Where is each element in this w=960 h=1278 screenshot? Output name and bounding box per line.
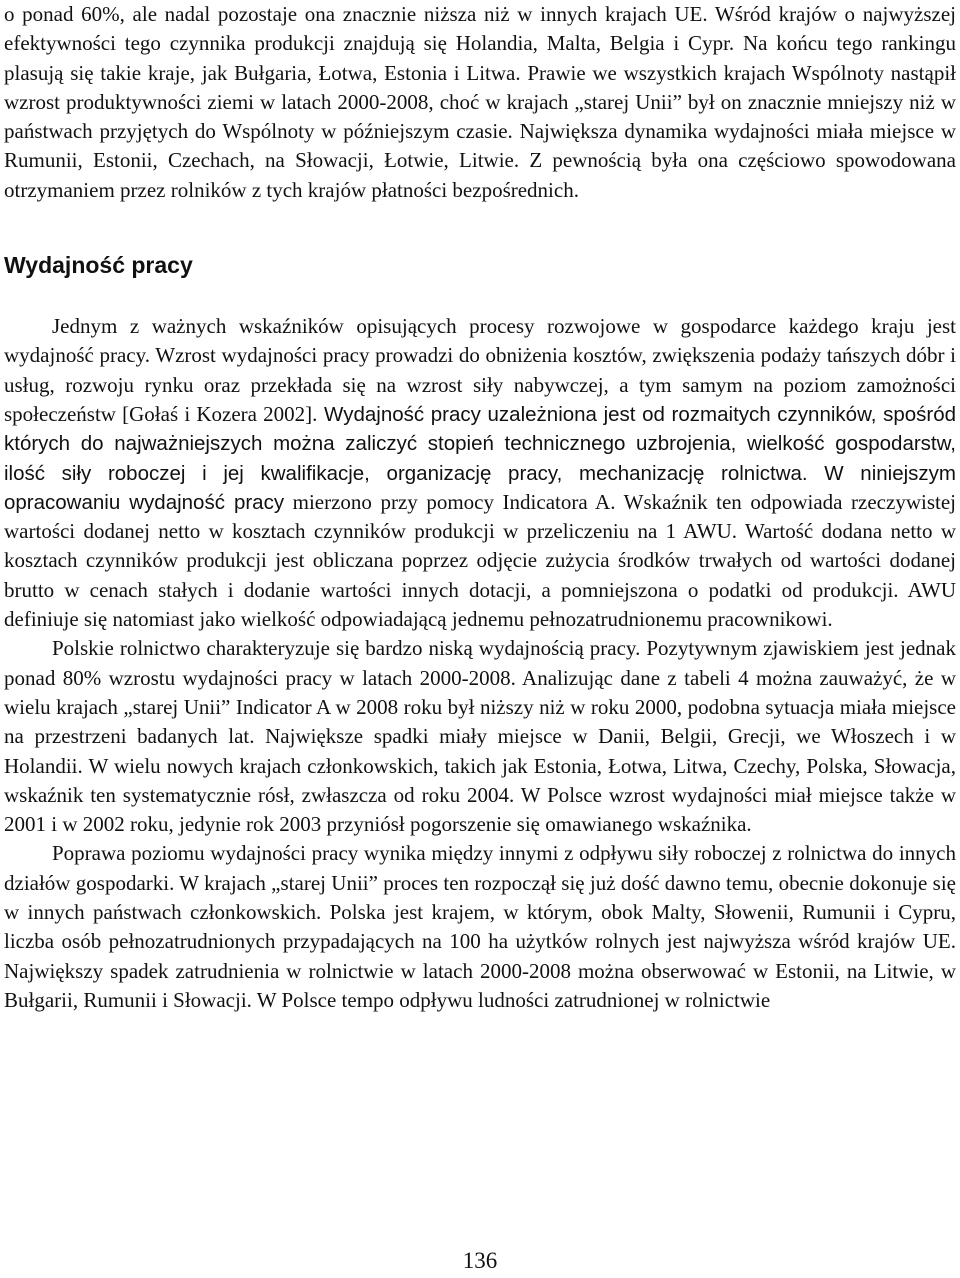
paragraph-productivity-of-land: o ponad 60%, ale nadal pozostaje ona znacznie niższa niż w innych krajach UE. Wśród krajów o najwyższej efektywności tego czynnika produkcji znajdują się Holandia, Malta, Belgia i Cypr. Na końcu tego rankingu plasują się takie kraje, jak Bułgaria, Łotwa, Estonia i Litwa. Prawie we wszystkich krajach Wspólnoty nastąpił wzrost produktywności ziemi w latach 2000-2008, choć w krajach „starej Unii” był on znacznie mniejszy niż w państwach przyjętych do Wspólnoty w późniejszym czasie. Największa dynamika wydajności miała miejsce w Rumunii, Estonii, Czechach, na Słowacji, Łotwie, Litwie. Z pewnością była ona częściowo spowodowana otrzymaniem przez rolników z tych krajów płatności bezpośrednich. <box>4 2 956 202</box>
paragraph-1-serif-part: Jednym z ważnych wskaźników opisujących procesy rozwojowe w gospodarce każdego kraju jest wydajność pracy. Wzrost wydajności pracy prowadzi do obniżenia kosztów, zwiększenia podaży tańszych dóbr i usług, rozwoju rynku oraz przekłada się na wzrost siły nabywczej, a tym samym na poziom zamożności społeczeństw [Gołaś i Kozera 2002]. <box>4 314 956 426</box>
page-content <box>4 0 956 1015</box>
paragraph-labor-outflow: Poprawa poziomu wydajności pracy wynika między innymi z odpływu siły roboczej z rolnictwa do innych działów gospodarki. W krajach „starej Unii” proces ten rozpoczął się już dość dawno temu, obecnie dokonuje się w innych państwach członkowskich. Polska jest krajem, w którym, obok Malty, Słowenii, Rumunii i Cypru, liczba osób pełnozatrudnionych przypadających na 100 ha użytków rolnych jest najwyższa wśród krajów UE. Największy spadek zatrudnienia w rolnictwie w latach 2000-2008 można obserwować w Estonii, na Litwie, w Bułgarii, Rumunii i Słowacji. W Polsce tempo odpływu ludności zatrudnionej w rolnictwie <box>4 841 956 1012</box>
paragraph-1-sans-part: Wydajność pracy uzależniona jest od rozmaitych czynników, spośród których do najważniejszych można zaliczyć stopień technicznego uzbrojenia, wielkość gospodarstw, ilość siły roboczej i jej kwalifikacje, organizację pracy, mechanizację rolnictwa. W niniejszym opracowaniu wydajność pracy <box>4 402 956 514</box>
paragraph-labor-productivity-definition <box>4 312 956 634</box>
paragraph-1-indicator-part: mierzono przy pomocy Indicatora A. Wskaźnik ten odpowiada rzeczywistej wartości dodanej netto w kosztach czynników produkcji w przeliczeniu na 1 AWU. Wartość dodana netto w kosztach czynników produkcji jest obliczana poprzez odjęcie zużycia środków trwałych od wartości dodanej brutto w cenach stałych i dodanie wartości innych dotacji, a pomniejszona o podatki od produkcji. AWU definiuje się natomiast jako wielkość odpowiadającą jednemu pełnozatrudnionemu pracownikowi. <box>4 489 956 632</box>
section-heading: Wydajność pracy <box>4 252 193 279</box>
page-number: 136 <box>462 1248 498 1273</box>
paragraph-polish-agriculture: Polskie rolnictwo charakteryzuje się bardzo niską wydajnością pracy. Pozytywnym zjawiskiem jest jednak ponad 80% wzrostu wydajności pracy w latach 2000-2008. Analizując dane z tabeli 4 można zauważyć, że w wielu krajach „starej Unii” Indicator A w 2008 roku był niższy niż w roku 2000, podobna sytuacja miała miejsce na przestrzeni badanych lat. Największe spadki miały miejsce w Danii, Belgii, Grecji, we Włoszech i w Holandii. W wielu nowych krajach członkowskich, takich jak Estonia, Łotwa, Litwa, Czechy, Polska, Słowacja, wskaźnik ten systematycznie rósł, zwłaszcza od roku 2004. W Polsce wzrost wydajności miał miejsce także w 2001 i w 2002 roku, jedynie rok 2003 przyniósł pogorszenie się omawianego wskaźnika. <box>4 636 956 837</box>
